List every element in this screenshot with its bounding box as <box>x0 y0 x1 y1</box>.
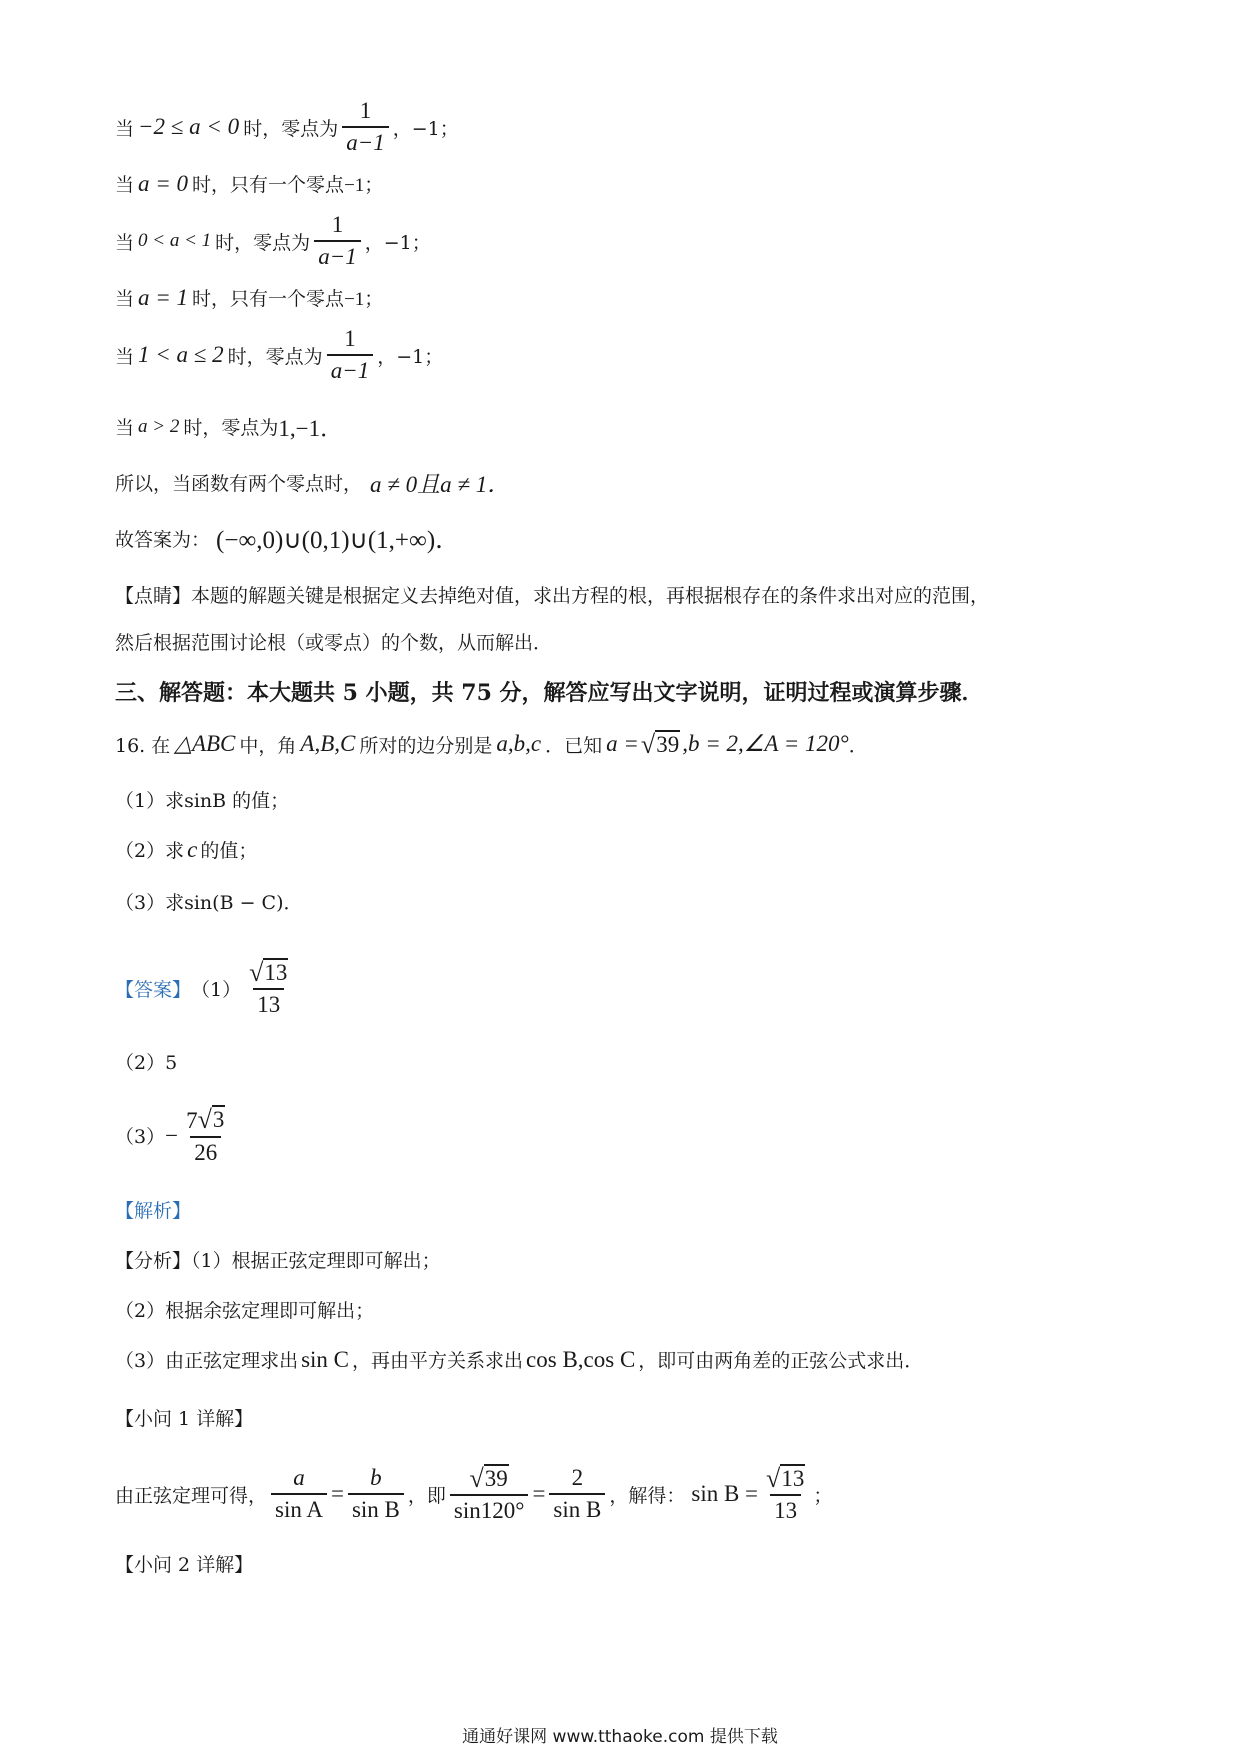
denominator: sin A <box>271 1493 327 1523</box>
denominator: sin B <box>549 1493 605 1523</box>
numerator <box>182 1105 229 1136</box>
numerator: 1 <box>359 98 372 123</box>
fraction <box>342 98 389 156</box>
analysis-line-1 <box>115 1246 441 1273</box>
text: ，−1； <box>377 345 444 368</box>
text: （3） <box>115 1126 166 1148</box>
sqrt: √ 39 <box>640 730 680 759</box>
math-condition: 1 < a ≤ 2 <box>138 342 224 367</box>
denominator: a−1 <box>327 354 374 384</box>
text: （2）求 <box>115 840 185 862</box>
sub1-label <box>115 1404 253 1431</box>
text: 然后根据范围讨论根（或零点）的个数，从而解出． <box>115 632 553 654</box>
text: 16. 在 <box>115 734 171 757</box>
radicand: 13 <box>264 960 288 985</box>
fraction <box>182 1105 229 1166</box>
radicand: 3 <box>212 1107 225 1132</box>
text: 的值； <box>200 840 258 862</box>
denominator: a−1 <box>314 240 361 270</box>
radicand: 39 <box>484 1466 508 1491</box>
sub2-label <box>115 1550 253 1577</box>
text: （1）求sinB 的值； <box>115 790 290 812</box>
math-condition: a = 1 <box>138 284 189 310</box>
analysis-label <box>115 1196 191 1223</box>
math-condition: −2 ≤ a < 0 <box>138 114 240 139</box>
numerator: 1 <box>331 212 344 237</box>
numerator: a <box>293 1465 305 1490</box>
math-condition: a > 2 <box>138 415 180 437</box>
text: 当 <box>115 174 135 196</box>
text: ； <box>813 1484 833 1507</box>
case-line-4 <box>115 284 383 311</box>
text: 时，只有一个零点 <box>192 288 345 310</box>
math-expr: sin C <box>301 1346 350 1372</box>
math-expr: cos B,cos C <box>526 1346 636 1372</box>
denominator: sin120° <box>450 1494 529 1524</box>
text: ，−1； <box>364 231 431 254</box>
denominator: 26 <box>190 1136 221 1166</box>
fraction <box>450 1464 529 1524</box>
case-line-2 <box>115 170 383 197</box>
text: （2）根据余弦定理即可解出； <box>115 1300 375 1322</box>
text: 当 <box>115 231 135 254</box>
math-given: a = <box>606 731 639 756</box>
fraction <box>271 1465 327 1523</box>
text: （3）由正弦定理求出 <box>115 1350 299 1372</box>
text: 当 <box>115 117 135 140</box>
denominator: 13 <box>770 1494 801 1524</box>
case-line-3 <box>115 212 431 270</box>
text: ，解得： <box>609 1484 686 1507</box>
text: 【小问 2 详解】 <box>115 1554 254 1576</box>
answer-2 <box>115 1048 177 1075</box>
fraction <box>762 1464 809 1524</box>
text: 【点睛】本题的解题关键是根据定义去掉绝对值，求出方程的根，再根据根存在的条件求出对应的范围， <box>115 585 990 607</box>
math-given-rest: ,b = 2,∠A = 120° <box>682 731 849 756</box>
text: 时，零点为 <box>215 231 311 254</box>
text: （3）求sin(B − C)． <box>115 892 303 914</box>
fraction <box>549 1465 605 1523</box>
remark-line-2 <box>115 628 552 655</box>
math-tail: −1； <box>344 175 384 196</box>
sub1-detail: 由正弦定理可得， $\frac{a}{\text{sin A}}$ = $\frac{b}{\text{sin B}}$ ，即 √ 39 sin120° = $\frac{2}{\text{sin B}}$ ，解得： sin B = √ 13 13 ； <box>115 1464 833 1523</box>
sqrt: √ 13 <box>249 958 288 987</box>
text: （1） <box>191 978 242 1001</box>
fraction <box>327 326 374 384</box>
text: 所对的边分别是 <box>359 734 493 757</box>
text: 故答案为： <box>115 528 211 551</box>
text: 当 <box>115 417 135 439</box>
question-1 <box>115 786 289 813</box>
math-condition: 0 < a < 1 <box>138 230 212 251</box>
math-tail: 1,−1． <box>278 416 344 441</box>
case-line-1 <box>115 98 459 156</box>
text: 【分析】（1）根据正弦定理即可解出； <box>115 1250 441 1272</box>
text: 时，零点为 <box>227 345 323 368</box>
analysis-line-2 <box>115 1296 374 1323</box>
fraction <box>348 1465 404 1523</box>
answer-label: 【答案】 <box>115 978 192 1001</box>
sqrt: √ 39 <box>469 1464 508 1493</box>
text: ．已知 <box>545 734 603 757</box>
text: 所以，当函数有两个零点时， <box>115 473 363 495</box>
radicand: 13 <box>781 1466 805 1491</box>
text: ． <box>848 734 868 757</box>
text: 时，只有一个零点 <box>192 174 345 196</box>
math-expr: sin B = <box>691 1481 759 1506</box>
math-interval: (−∞,0)∪(0,1)∪(1,+∞)． <box>216 527 461 554</box>
text: 时，零点为 <box>243 117 339 140</box>
text: ，−1； <box>392 117 459 140</box>
problem-16-stem <box>115 730 868 758</box>
text: （2）5 <box>115 1052 178 1074</box>
math-triangle: △ABC <box>174 731 236 756</box>
text: ，即可由两角差的正弦公式求出． <box>638 1350 924 1372</box>
math-sides: a,b,c <box>496 731 542 756</box>
numerator: b <box>370 1465 382 1490</box>
math-sign: − <box>165 1122 179 1148</box>
remark-line-1 <box>115 581 989 608</box>
text: 【小问 1 详解】 <box>115 1408 254 1430</box>
section-heading <box>115 676 984 707</box>
fraction <box>314 212 361 270</box>
math-tail: −1； <box>344 289 384 310</box>
question-2 <box>115 836 257 863</box>
text: ，再由平方关系求出 <box>352 1350 524 1372</box>
math-var: c <box>187 836 198 862</box>
math-condition: a = 0 <box>138 170 189 196</box>
text: 【解析】 <box>115 1200 192 1222</box>
question-3 <box>115 888 302 915</box>
sqrt: √ 3 <box>197 1105 225 1134</box>
denominator: a−1 <box>342 126 389 156</box>
text: ，即 <box>407 1484 446 1507</box>
footer: 通通好课网 www.tthaoke.com 提供下载 <box>462 1727 778 1747</box>
denominator: 13 <box>253 988 284 1018</box>
text: 当 <box>115 345 135 368</box>
text: 中，角 <box>239 734 297 757</box>
radicand: 39 <box>656 732 680 757</box>
text: 三、解答题：本大题共 5 小题，共 75 分，解答应写出文字说明，证明过程或演算步骤． <box>115 680 984 706</box>
case-line-6 <box>115 410 343 443</box>
text: 由正弦定理可得， <box>115 1484 268 1507</box>
case-line-5 <box>115 326 443 384</box>
numerator: 1 <box>344 326 356 351</box>
coefficient: 7 <box>186 1108 198 1133</box>
answer-line <box>115 520 460 556</box>
text: 时，零点为 <box>183 417 279 439</box>
text: 当 <box>115 288 135 310</box>
analysis-line-3 <box>115 1346 923 1373</box>
numerator: 2 <box>571 1465 584 1490</box>
conclusion-line <box>115 466 510 499</box>
math-angles: A,B,C <box>300 731 356 756</box>
sqrt: √ 13 <box>766 1464 805 1493</box>
fraction <box>245 958 292 1018</box>
answer-3 <box>115 1105 233 1166</box>
denominator: sin B <box>348 1493 404 1523</box>
answer-1 <box>115 958 296 1018</box>
math-condition: a ≠ 0且a ≠ 1． <box>370 472 511 497</box>
